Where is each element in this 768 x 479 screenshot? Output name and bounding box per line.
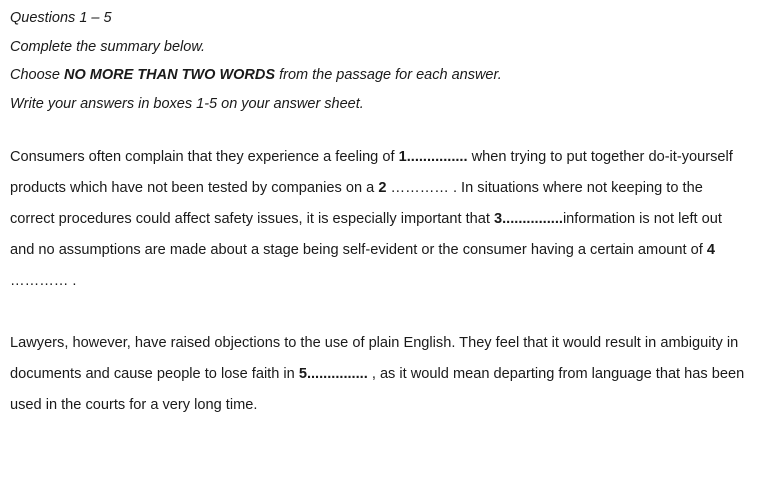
task-choose-post: from the passage for each answer. (275, 67, 502, 83)
blank-1-number: 1 (398, 149, 407, 165)
summary-paragraph-2 (10, 328, 750, 421)
blank-2-dots: ………… (386, 180, 449, 196)
blank-3-number: 3 (493, 211, 503, 227)
blank-1-dots: ............... (406, 149, 468, 165)
task-choose-line (10, 61, 750, 90)
p1-seg5: . (68, 273, 77, 289)
p1-seg2: when trying to put together do-it-yourself products which have not been tested by companies on a (10, 149, 733, 196)
task-complete-line: Complete the summary below. (10, 38, 206, 55)
p2-seg1: Lawyers, however, have raised objections to the use of plain English. They feel that it would result in ambiguity in documents and cause people to lose faith in (10, 335, 739, 382)
summary-paragraph-1 (10, 142, 750, 297)
summary-text (10, 142, 750, 421)
p2-seg2: , as it would mean departing from language that has been used in the courts for a very long time. (10, 366, 745, 413)
p1-seg3: . In situations where not keeping to the correct procedures could affect safety issues, it is especially important that (10, 180, 703, 227)
instructions-block (10, 6, 750, 118)
task-choose-pre: Choose (10, 67, 65, 83)
task-write-line: Write your answers in boxes 1-5 on your answer sheet. (10, 95, 364, 112)
blank-2-number: 2 (378, 180, 387, 196)
blank-5-number: 5 (298, 366, 307, 382)
blank-4-number: 4 (706, 242, 715, 258)
task-choose-emphasis: NO MORE THAN TWO WORDS (64, 67, 276, 83)
blank-3-dots: ............... (502, 211, 563, 227)
questions-range-line: Questions 1 – 5 (10, 10, 112, 26)
p1-seg1: Consumers often complain that they experience a feeling of (10, 149, 399, 165)
blank-5-dots: ............... (306, 366, 368, 382)
blank-4-dots: ………… (10, 273, 69, 289)
p1-seg4: information is not left out and no assumptions are made about a stage being self-evident or the consumer having a certain amount of (10, 211, 722, 258)
